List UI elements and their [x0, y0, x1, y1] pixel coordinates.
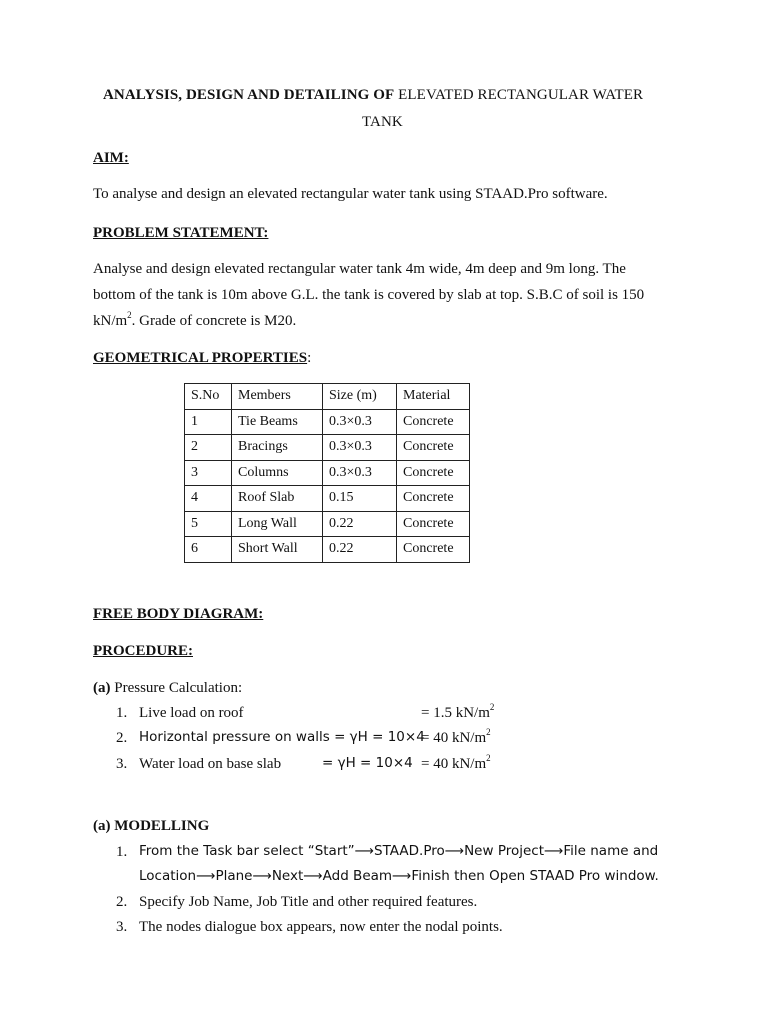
table-row — [185, 537, 470, 563]
table-cell: Roof Slab — [232, 486, 323, 512]
pressure-item-1-value — [421, 701, 494, 726]
modelling-step-2-num: 2. — [116, 894, 128, 910]
table-cell: Bracings — [232, 435, 323, 461]
table-row — [185, 460, 470, 486]
pressure-item-3-label: Water load on base slab — [139, 756, 282, 772]
modelling-step-3-num: 3. — [116, 919, 128, 935]
table-cell: Concrete — [397, 486, 470, 512]
pressure-item-1-num: 1. — [116, 705, 128, 721]
table-cell: 0.22 — [323, 537, 397, 563]
modelling-step-1-line-2: Location⟶Plane⟶Next⟶Add Beam⟶Finish then Open STAAD Pro window. — [139, 868, 659, 884]
table-cell: 1 — [185, 409, 232, 435]
table-row — [185, 409, 470, 435]
table-cell: 6 — [185, 537, 232, 563]
table-cell: 0.3×0.3 — [323, 460, 397, 486]
table-header-cell: S.No — [185, 384, 232, 410]
pressure-value-exponent: 2 — [486, 753, 491, 763]
free-body-diagram-heading: FREE BODY DIAGRAM: — [93, 606, 264, 622]
table-header-cell: Size (m) — [323, 384, 397, 410]
table-cell: 3 — [185, 460, 232, 486]
geometry-heading-wrap — [93, 350, 311, 367]
pressure-value-exponent: 2 — [486, 727, 491, 737]
title-bold-part: ANALYSIS, DESIGN AND DETAILING OF — [103, 87, 395, 103]
geometry-table — [184, 383, 470, 563]
table-cell: Concrete — [397, 511, 470, 537]
pressure-section-label: (a) — [93, 680, 111, 696]
problem-line-2: bottom of the tank is 10m above G.L. the tank is covered by slab at top. S.B.C of soil is 150 — [93, 287, 645, 303]
table-cell: Concrete — [397, 537, 470, 563]
table-cell: Concrete — [397, 409, 470, 435]
pressure-value-exponent: 2 — [489, 702, 495, 712]
table-header-cell: Members — [232, 384, 323, 410]
table-cell: 4 — [185, 486, 232, 512]
table-cell: 0.3×0.3 — [323, 409, 397, 435]
pressure-item-3-formula: = γH = 10×4 — [322, 755, 413, 771]
pressure-item-2-label: Horizontal pressure on walls = γH = 10×4 — [139, 729, 425, 745]
modelling-step-3-text: The nodes dialogue box appears, now enter the nodal points. — [139, 919, 503, 935]
pressure-item-2-value — [421, 726, 491, 751]
problem-statement-heading: PROBLEM STATEMENT: — [93, 225, 269, 241]
document-title-line-1 — [103, 87, 643, 104]
problem-unit-exponent: 2 — [127, 310, 132, 320]
table-row — [185, 511, 470, 537]
document-title-line-2: TANK — [362, 114, 403, 130]
table-header-row — [185, 384, 470, 410]
table-cell: 0.22 — [323, 511, 397, 537]
modelling-step-1-num: 1. — [116, 844, 128, 860]
aim-heading: AIM: — [93, 150, 129, 166]
table-row — [185, 486, 470, 512]
table-cell: 0.3×0.3 — [323, 435, 397, 461]
problem-grade-text: . Grade of concrete is M20. — [131, 313, 297, 329]
problem-line-1: Analyse and design elevated rectangular water tank 4m wide, 4m deep and 9m long. The — [93, 261, 626, 277]
pressure-value-text: = 40 kN/m — [421, 756, 487, 772]
pressure-section-title: Pressure Calculation: — [114, 680, 243, 696]
geometry-heading: GEOMETRICAL PROPERTIES — [93, 350, 308, 366]
geometry-heading-colon: : — [307, 350, 312, 366]
pressure-item-3-value — [421, 752, 491, 777]
aim-text: To analyse and design an elevated rectangular water tank using STAAD.Pro software. — [93, 186, 608, 202]
problem-line-3 — [93, 309, 296, 334]
modelling-heading: (a) MODELLING — [93, 818, 210, 834]
table-cell: Concrete — [397, 460, 470, 486]
table-cell: Columns — [232, 460, 323, 486]
table-cell: Tie Beams — [232, 409, 323, 435]
table-header-cell: Material — [397, 384, 470, 410]
table-cell: Concrete — [397, 435, 470, 461]
procedure-heading: PROCEDURE: — [93, 643, 193, 659]
pressure-calculation-title — [93, 676, 242, 701]
problem-unit: kN/m — [93, 313, 128, 329]
table-cell: 5 — [185, 511, 232, 537]
table-cell: Short Wall — [232, 537, 323, 563]
title-regular-part: ELEVATED RECTANGULAR WATER — [398, 87, 644, 103]
table-cell: Long Wall — [232, 511, 323, 537]
pressure-item-1-label: Live load on roof — [139, 705, 244, 721]
table-cell: 0.15 — [323, 486, 397, 512]
modelling-step-2-text: Specify Job Name, Job Title and other required features. — [139, 894, 478, 910]
table-cell: 2 — [185, 435, 232, 461]
pressure-item-2-num: 2. — [116, 730, 128, 746]
pressure-value-text: = 1.5 kN/m — [421, 705, 490, 721]
pressure-item-3-num: 3. — [116, 756, 128, 772]
table-row — [185, 435, 470, 461]
pressure-value-text: = 40 kN/m — [421, 730, 487, 746]
modelling-step-1-line-1: From the Task bar select “Start”⟶STAAD.Pro⟶New Project⟶File name and — [139, 843, 659, 859]
